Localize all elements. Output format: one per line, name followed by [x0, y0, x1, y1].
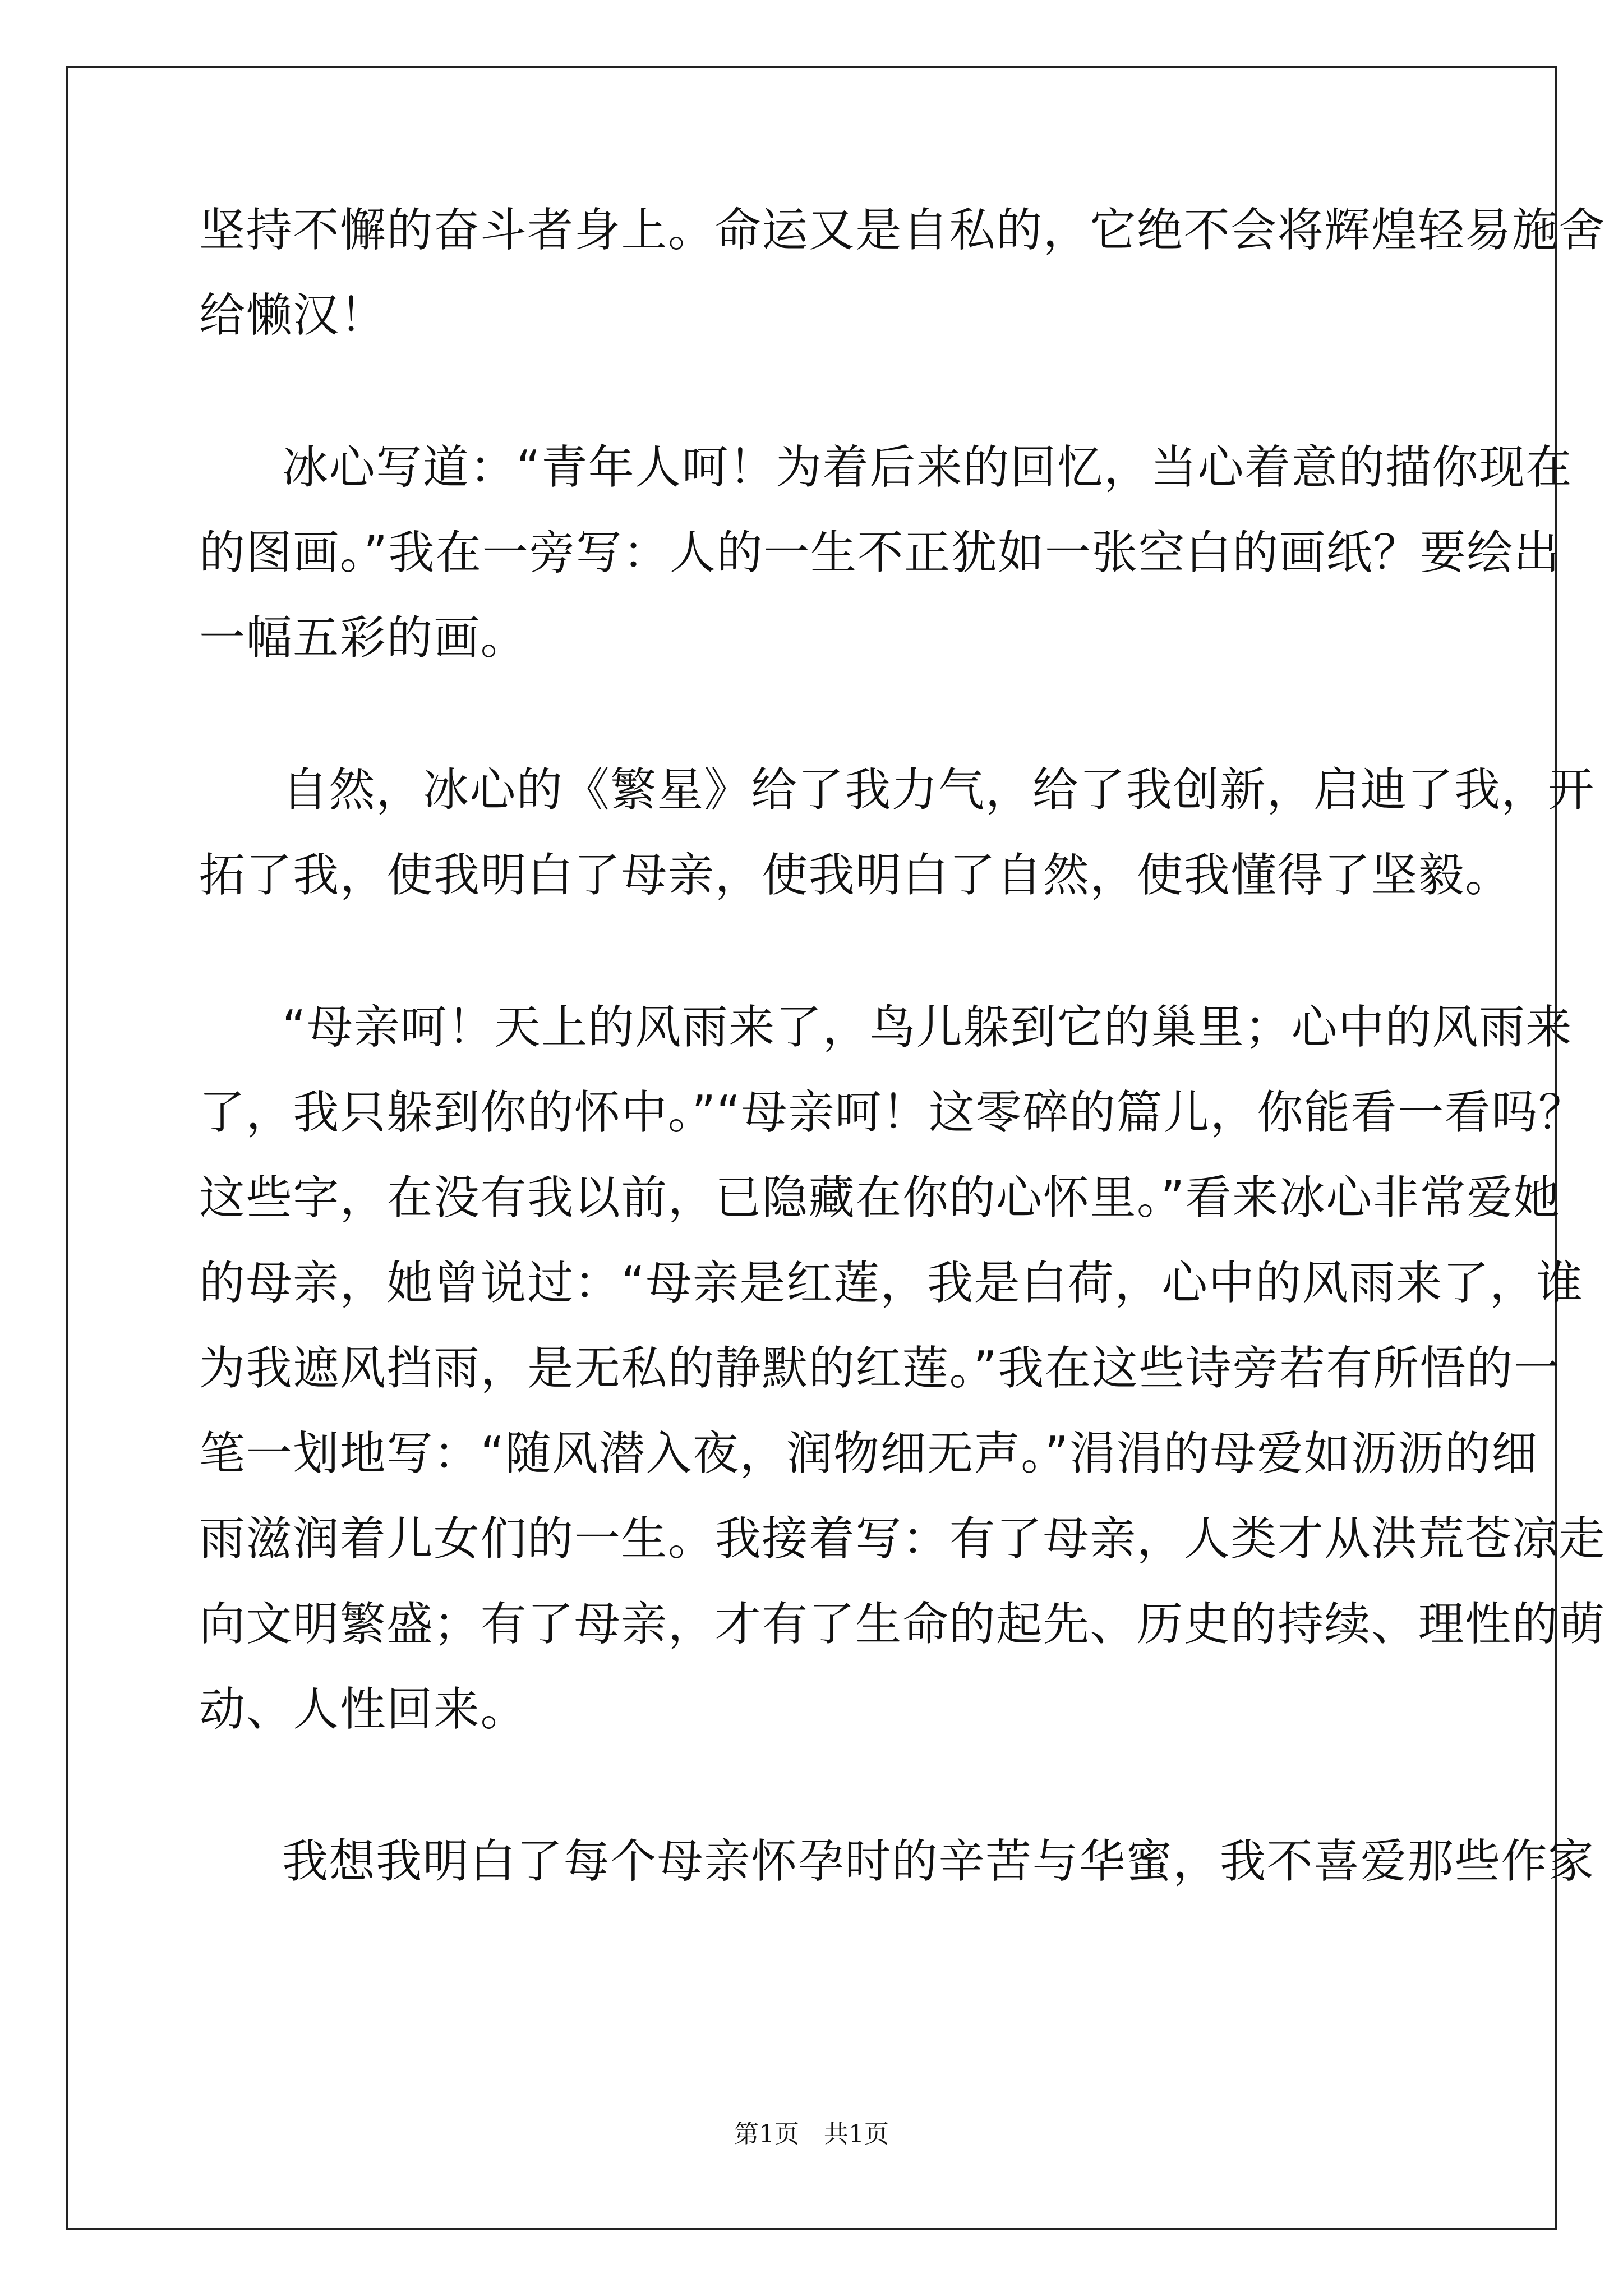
page-border: [66, 66, 1557, 2230]
paragraph-start-line: 自然，冰心的《繁星》给了我力气，给了我创新，启迪了我，开: [282, 763, 1595, 817]
text-line: 笔一划地写：“随风潜入夜，润物细无声。”涓涓的母爱如沥沥的细: [199, 1427, 1538, 1480]
paragraph-start-line: 冰心写道：“青年人呵！为着后来的回忆，当心着意的描你现在: [282, 441, 1573, 494]
text-line: 这些字，在没有我以前，已隐藏在你的心怀里。”看来冰心非常爱她: [199, 1171, 1561, 1225]
text-line: 动、人性回来。: [199, 1683, 528, 1736]
text-line: 的母亲，她曾说过：“母亲是红莲，我是白荷，心中的风雨来了，谁: [199, 1257, 1584, 1310]
text-line: 雨滋润着儿女们的一生。我接着写：有了母亲，人类才从洪荒苍凉走: [199, 1512, 1606, 1566]
page-total: 共1页: [824, 2120, 889, 2148]
page-number: 第1页: [734, 2120, 799, 2148]
paragraph-start-line: 我想我明白了每个母亲怀孕时的辛苦与华蜜，我不喜爱那些作家: [282, 1835, 1595, 1888]
text-line: 了，我只躲到你的怀中。”“母亲呵！这零碎的篇儿，你能看一看吗？: [199, 1086, 1585, 1139]
paragraph-start-line: “母亲呵！天上的风雨来了，鸟儿躲到它的巢里；心中的风雨来: [282, 1001, 1573, 1054]
text-line: 拓了我，使我明白了母亲，使我明白了自然，使我懂得了坚毅。: [199, 849, 1512, 902]
text-line: 为我遮风挡雨，是无私的静默的红莲。”我在这些诗旁若有所悟的一: [199, 1342, 1561, 1395]
page-footer: [0, 2120, 1623, 2148]
text-line: 向文明繁盛；有了母亲，才有了生命的起先、历史的持续、理性的萌: [199, 1598, 1606, 1651]
text-line: 坚持不懈的奋斗者身上。命运又是自私的，它绝不会将辉煌轻易施舍: [199, 204, 1606, 257]
text-line: 的图画。”我在一旁写：人的一生不正犹如一张空白的画纸？要绘出: [199, 526, 1561, 579]
text-line: 一幅五彩的画。: [199, 611, 528, 665]
text-line: 给懒汉！: [199, 289, 387, 342]
